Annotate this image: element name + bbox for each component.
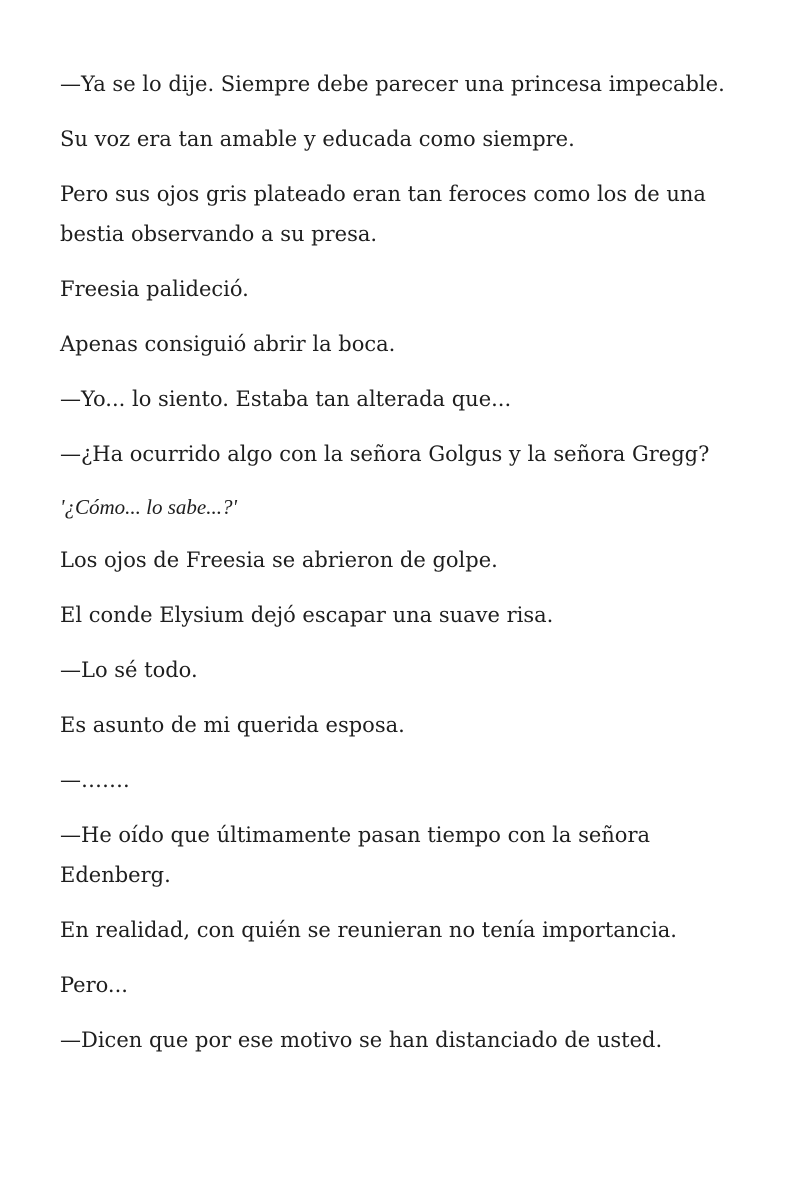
paragraph: —Lo sé todo. [60, 658, 198, 682]
reading-page [60, 64, 750, 1075]
paragraph: —Ya se lo dije. Siempre debe parecer una princesa impecable. [60, 72, 725, 96]
paragraph: —Dicen que por ese motivo se han distanciado de usted. [60, 1028, 663, 1052]
paragraph: —¿Ha ocurrido algo con la señora Golgus y la señora Gregg? [60, 442, 710, 466]
paragraph: Freesia palideció. [60, 277, 249, 301]
paragraph: Los ojos de Freesia se abrieron de golpe. [60, 548, 498, 572]
paragraph: —……. [60, 768, 130, 792]
paragraph: Pero... [60, 973, 128, 997]
paragraph: Es asunto de mi querida esposa. [60, 713, 405, 737]
paragraph: —He oído que últimamente pasan tiempo con la señora Edenberg. [60, 823, 651, 887]
paragraph: Su voz era tan amable y educada como siempre. [60, 127, 575, 151]
paragraph: Apenas consiguió abrir la boca. [60, 332, 396, 356]
paragraph: Pero sus ojos gris plateado eran tan feroces como los de una bestia observando a su presa. [60, 182, 706, 246]
paragraph: —Yo... lo siento. Estaba tan alterada que... [60, 387, 512, 411]
paragraph: En realidad, con quién se reunieran no tenía importancia. [60, 918, 677, 942]
paragraph: El conde Elysium dejó escapar una suave risa. [60, 603, 554, 627]
thought-paragraph: '¿Cómo... lo sabe...?' [60, 495, 237, 519]
